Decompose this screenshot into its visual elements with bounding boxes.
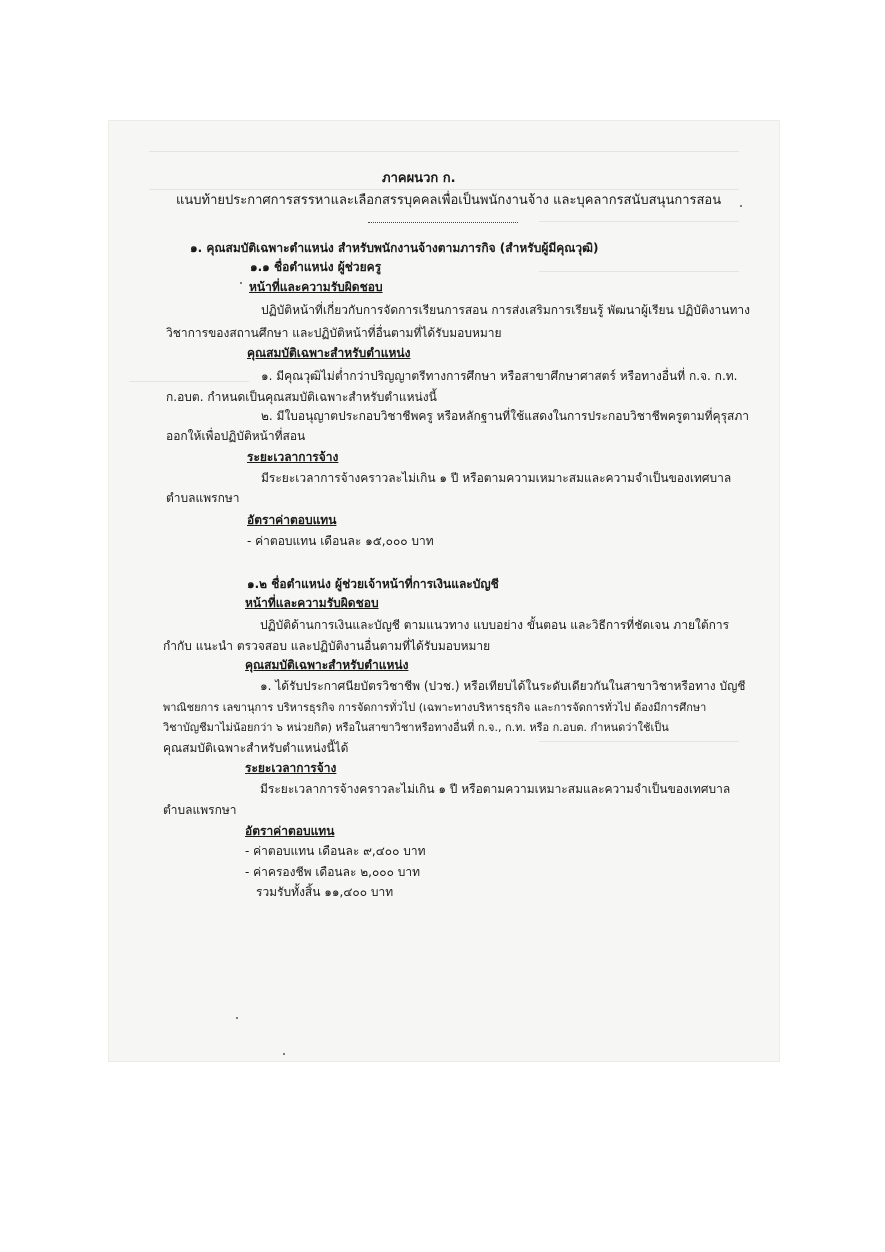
bleed-through-line [129, 381, 249, 382]
term-text: มีระยะเวลาการจ้างคราวละไม่เกิน ๑ ปี หรือตามความเหมาะสมและความจำเป็นของเทศบาล [261, 471, 732, 485]
scan-speck [240, 282, 242, 284]
pay-total: รวมรับทั้งสิ้น ๑๑,๔๐๐ บาท [256, 885, 394, 899]
term-heading: ระยะเวลาการจ้าง [247, 450, 339, 464]
pay-heading: อัตราค่าตอบแทน [245, 824, 335, 838]
pay-text: - ค่าครองชีพ เดือนละ ๒,๐๐๐ บาท [245, 865, 421, 879]
qualification-text: ก.อบต. กำหนดเป็นคุณสมบัติเฉพาะสำหรับตำแหน่งนี้ [166, 390, 437, 404]
qualification-text: วิชาบัญชีมาไม่น้อยกว่า ๖ หน่วยกิต) หรือในสาขาวิชาหรือทางอื่นที่ ก.จ., ก.ท. หรือ ก.อบต. กำหนดว่าใช้เป็น [163, 721, 669, 734]
title-dotted-rule [368, 222, 518, 223]
term-text: ตำบลแพรกษา [166, 491, 240, 505]
bleed-through-line [149, 189, 739, 190]
qualification-text: ๒. มีใบอนุญาตประกอบวิชาชีพครู หรือหลักฐานที่ใช้แสดงในการประกอบวิชาชีพครูตามที่คุรุสภา [261, 409, 749, 423]
term-heading: ระยะเวลาการจ้าง [245, 761, 337, 775]
page-title: ภาคผนวก ก. [382, 171, 456, 186]
duties-text: วิชาการของสถานศึกษา และปฏิบัติหน้าที่อื่นตามที่ได้รับมอบหมาย [166, 326, 502, 340]
qualifications-heading: คุณสมบัติเฉพาะสำหรับตำแหน่ง [245, 658, 409, 672]
qualification-text: ออกให้เพื่อปฏิบัติหน้าที่สอน [166, 429, 306, 443]
position-heading: ๑.๑ ชื่อตำแหน่ง ผู้ช่วยครู [250, 260, 382, 274]
scan-speck [740, 205, 742, 207]
pay-heading: อัตราค่าตอบแทน [247, 513, 337, 527]
bleed-through-line [539, 271, 739, 272]
qualification-text: ๑. มีคุณวุฒิไม่ต่ำกว่าปริญญาตรีทางการศึกษา หรือสาขาศึกษาศาสตร์ หรือทางอื่นที่ ก.จ. ก.ท. [261, 369, 738, 383]
duties-heading: หน้าที่และความรับผิดชอบ [249, 280, 383, 294]
bleed-through-line [539, 221, 739, 222]
duties-heading: หน้าที่และความรับผิดชอบ [245, 596, 379, 610]
term-text: ตำบลแพรกษา [163, 803, 237, 817]
qualification-text: พาณิชยการ เลขานุการ บริหารธุรกิจ การจัดการทั่วไป (เฉพาะทางบริหารธุรกิจ และการจัดการทั่วไป ต้องมีการศึกษา [163, 701, 707, 714]
scan-speck [283, 1053, 285, 1055]
scan-speck [236, 1017, 238, 1019]
page-subtitle: แนบท้ายประกาศการสรรหาและเลือกสรรบุคคลเพื่อเป็นพนักงานจ้าง และบุคลากรสนับสนุนการสอน [176, 193, 722, 208]
pay-text: - ค่าตอบแทน เดือนละ ๙,๔๐๐ บาท [245, 844, 426, 858]
term-text: มีระยะเวลาการจ้างคราวละไม่เกิน ๑ ปี หรือตามความเหมาะสมและความจำเป็นของเทศบาล [260, 782, 731, 796]
qualifications-heading: คุณสมบัติเฉพาะสำหรับตำแหน่ง [247, 346, 411, 360]
qualification-text: ๑. ได้รับประกาศนียบัตรวิชาชีพ (ปวช.) หรือเทียบได้ในระดับเดียวกันในสาขาวิชาหรือทาง บัญชี [260, 679, 746, 693]
position-heading: ๑.๒ ชื่อตำแหน่ง ผู้ช่วยเจ้าหน้าที่การเงินและบัญชี [247, 577, 499, 591]
bleed-through-line [149, 151, 739, 152]
pay-text: - ค่าตอบแทน เดือนละ ๑๕,๐๐๐ บาท [247, 534, 434, 548]
duties-text: กำกับ แนะนำ ตรวจสอบ และปฏิบัติงานอื่นตามที่ได้รับมอบหมาย [163, 639, 491, 653]
bleed-through-line [539, 741, 739, 742]
section-heading: ๑. คุณสมบัติเฉพาะตำแหน่ง สำหรับพนักงานจ้างตามภารกิจ (สำหรับผู้มีคุณวุฒิ) [190, 241, 599, 255]
duties-text: ปฏิบัติด้านการเงินและบัญชี ตามแนวทาง แบบอย่าง ขั้นตอน และวิธีการที่ชัดเจน ภายใต้การ [260, 618, 730, 632]
duties-text: ปฏิบัติหน้าที่เกี่ยวกับการจัดการเรียนการสอน การส่งเสริมการเรียนรู้ พัฒนาผู้เรียน ปฏิบัติงานทาง [261, 303, 750, 317]
qualification-text: คุณสมบัติเฉพาะสำหรับตำแหน่งนี้ได้ [163, 741, 349, 755]
